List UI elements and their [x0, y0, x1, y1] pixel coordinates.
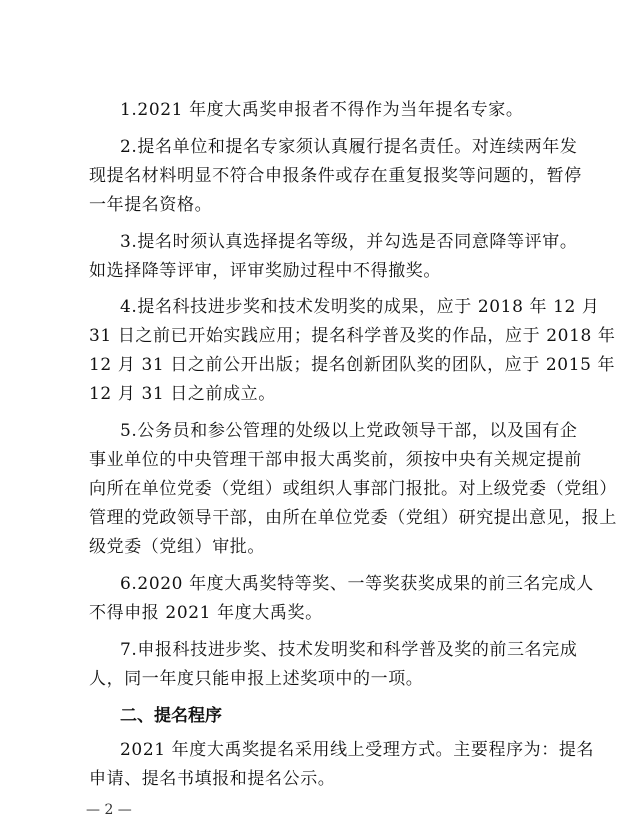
paragraph-5-line-5: 级党委（党组）审批。 — [89, 537, 265, 557]
paragraph-5-line-2: 事业单位的中央管理干部申报大禹奖前，须按中央有关规定提前 — [89, 450, 582, 470]
paragraph-7-line-1: 7.申报科技进步奖、技术发明奖和科学普及奖的前三名完成 — [120, 640, 578, 660]
paragraph-4-line-4: 12 月 31 日之前成立。 — [89, 384, 276, 404]
page-number: — 2 — — [86, 802, 132, 818]
paragraph-4-line-2: 31 日之前已开始实践应用；提名科学普及奖的作品，应于 2018 年 — [89, 326, 616, 346]
paragraph-4-line-1: 4.提名科技进步奖和技术发明奖的成果，应于 2018 年 12 月 — [120, 297, 600, 317]
paragraph-8-line-1: 2021 年度大禹奖提名采用线上受理方式。主要程序为：提名 — [120, 740, 595, 760]
paragraph-6-line-2: 不得申报 2021 年度大禹奖。 — [89, 603, 323, 623]
paragraph-3-line-1: 3.提名时须认真选择提名等级，并勾选是否同意降等评审。 — [120, 232, 578, 252]
paragraph-2-line-3: 一年提名资格。 — [89, 195, 213, 215]
paragraph-6-line-1: 6.2020 年度大禹奖特等奖、一等奖获奖成果的前三名完成人 — [120, 574, 594, 594]
paragraph-3-line-2: 如选择降等评审，评审奖励过程中不得撤奖。 — [89, 261, 441, 281]
paragraph-2-line-1: 2.提名单位和提名专家须认真履行提名责任。对连续两年发 — [120, 137, 578, 157]
paragraph-2-line-2: 现提名材料明显不符合申报条件或存在重复报奖等问题的，暂停 — [89, 166, 582, 186]
paragraph-5-line-4: 管理的党政领导干部，由所在单位党委（党组）研究提出意见，报上 — [89, 508, 617, 528]
paragraph-4-line-3: 12 月 31 日之前公开出版；提名创新团队奖的团队，应于 2015 年 — [89, 355, 616, 375]
paragraph-5-line-1: 5.公务员和参公管理的处级以上党政领导干部，以及国有企 — [120, 421, 578, 441]
section-heading: 二、提名程序 — [120, 706, 222, 726]
paragraph-8-line-2: 申请、提名书填报和提名公示。 — [89, 769, 336, 789]
paragraph-5-line-3: 向所在单位党委（党组）或组织人事部门报批。对上级党委（党组） — [89, 479, 617, 499]
paragraph-1-line-1: 1.2021 年度大禹奖申报者不得作为当年提名专家。 — [120, 100, 524, 120]
paragraph-7-line-2: 人，同一年度只能申报上述奖项中的一项。 — [89, 669, 424, 689]
